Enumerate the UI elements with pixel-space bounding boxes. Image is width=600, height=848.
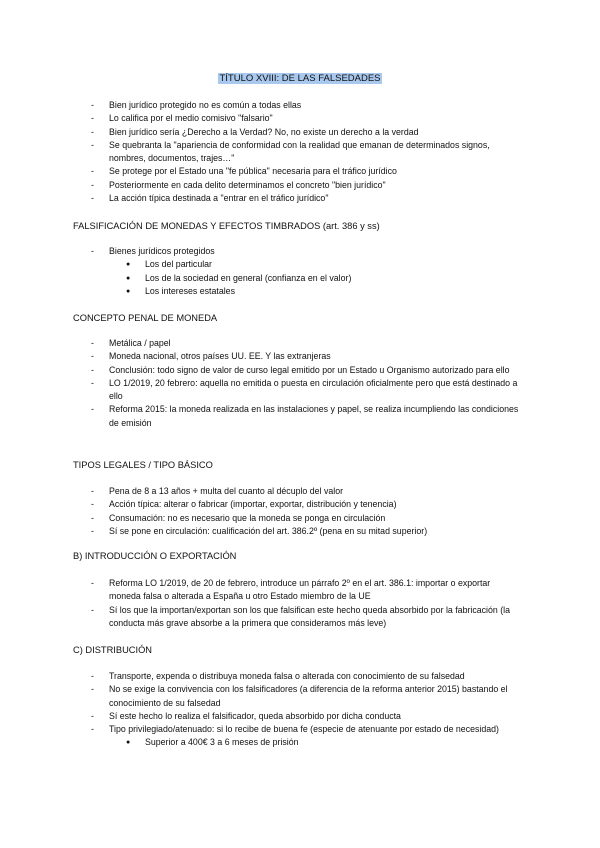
section-heading-concepto: CONCEPTO PENAL DE MONEDA — [73, 313, 218, 323]
section-heading-tipos-legales: TIPOS LEGALES / TIPO BÁSICO — [73, 460, 213, 470]
list-item: - Metálica / papel — [91, 338, 171, 348]
sublist-item: ● Los del particular — [109, 258, 519, 271]
bullet-icon: ● — [126, 274, 131, 282]
sec5-sublist — [109, 736, 519, 749]
intro-list — [0, 99, 600, 205]
list-item: - Moneda nacional, otros países UU. EE. Y las extranjeras — [91, 351, 331, 362]
list-item: - Sí los que la importan/exportan son los que falsifican este hecho queda absorbido por la fabricación (la conducta más grave absorbe a la primera que consideramos más leve) — [91, 604, 510, 628]
list-item: - Reforma 2015: la moneda realizada en las instalaciones y papel, se realiza incumpliendo las condiciones de emisión — [91, 404, 519, 428]
section-heading-distribucion: C) DISTRIBUCIÓN — [73, 645, 153, 655]
bullet-icon: ● — [126, 287, 131, 295]
sec1-list — [0, 245, 600, 298]
list-item: - Bien jurídico protegido no es común a todas ellas — [91, 100, 302, 110]
list-item: - Bien jurídico sería ¿Derecho a la Verdad? No, no existe un derecho a la verdad — [91, 126, 419, 137]
list-item: - Se protege por el Estado una "fe pública" necesaria para el tráfico jurídico — [91, 166, 397, 177]
sec4-list — [0, 577, 600, 630]
list-item: - No se exige la convivencia con los falsificadores (a diferencia de la reforma anterior 2015) bastando el conocimiento de su falsedad — [91, 684, 508, 708]
list-item: - La acción típica destinada a "entrar en el tráfico jurídico" — [91, 193, 329, 204]
list-item: - LO 1/2019, 20 febrero: aquella no emitida o puesta en circulación oficialmente pero que está destinado a ello — [91, 377, 518, 402]
list-item: - Lo califica por el medio comisivo "falsario" — [91, 113, 273, 124]
sec3-list — [0, 485, 600, 538]
sec2-list — [0, 337, 600, 430]
section-heading-falsificacion: FALSIFICACIÓN DE MONEDAS Y EFECTOS TIMBRADOS (art. 386 y ss) — [73, 221, 380, 231]
bullet-icon: ● — [126, 739, 131, 747]
title-highlight: TÍTULO XVIII: DE LAS FALSEDADES — [219, 73, 381, 84]
document-title — [0, 72, 600, 85]
section-heading-introduccion: B) INTRODUCCIÓN O EXPORTACIÓN — [73, 551, 237, 561]
sec1-sublist — [109, 258, 519, 298]
list-item: - Sí se pone en circulación: cualificación del art. 386.2º (pena en su mitad superior) — [91, 525, 428, 536]
sec5-list — [0, 670, 600, 750]
sublist-item: ● Los intereses estatales — [109, 285, 519, 298]
list-item: - Tipo privilegiado/atenuado: si lo recibe de buena fe (especie de atenuante por estado de necesidad) ● Superior a 400€ 3 a 6 meses de prisión — [0, 723, 519, 750]
list-item: - Acción típica: alterar o fabricar (importar, exportar, distribución y tenencia) — [91, 499, 397, 510]
list-item: - Bienes jurídicos protegidos ● Los del particular ● Los de la sociedad en general (confianza en el valor) ● Los intereses estatales — [0, 245, 519, 298]
sublist-item: ● Los de la sociedad en general (confianza en el valor) — [109, 272, 519, 285]
sublist-item: ● Superior a 400€ 3 a 6 meses de prisión — [109, 736, 519, 749]
list-item: - Transporte, expenda o distribuya moneda falsa o alterada con conocimiento de su falsedad — [91, 671, 465, 681]
list-item: - Conclusión: todo signo de valor de curso legal emitido por un Estado u Organismo autorizado para ello — [91, 364, 510, 375]
list-item: - Reforma LO 1/2019, de 20 de febrero, introduce un párrafo 2º en el art. 386.1: importar o exportar moneda falsa o alterada a España u otro Estado miembro de la UE — [91, 578, 491, 602]
list-item: - Sí este hecho lo realiza el falsificador, queda absorbido por dicha conducta — [91, 710, 401, 721]
list-item: - Se quebranta la "apariencia de conformidad con la realidad que emanan de determinados signos, nombres, documentos, trajes…" — [91, 139, 490, 164]
list-item: - Posteriormente en cada delito determinamos el concreto "bien jurídico" — [91, 179, 386, 190]
list-item: - Consumación: no es necesario que la moneda se ponga en circulación — [91, 512, 386, 523]
bullet-icon: ● — [126, 261, 131, 269]
list-item: - Pena de 8 a 13 años + multa del cuanto al décuplo del valor — [91, 486, 344, 496]
